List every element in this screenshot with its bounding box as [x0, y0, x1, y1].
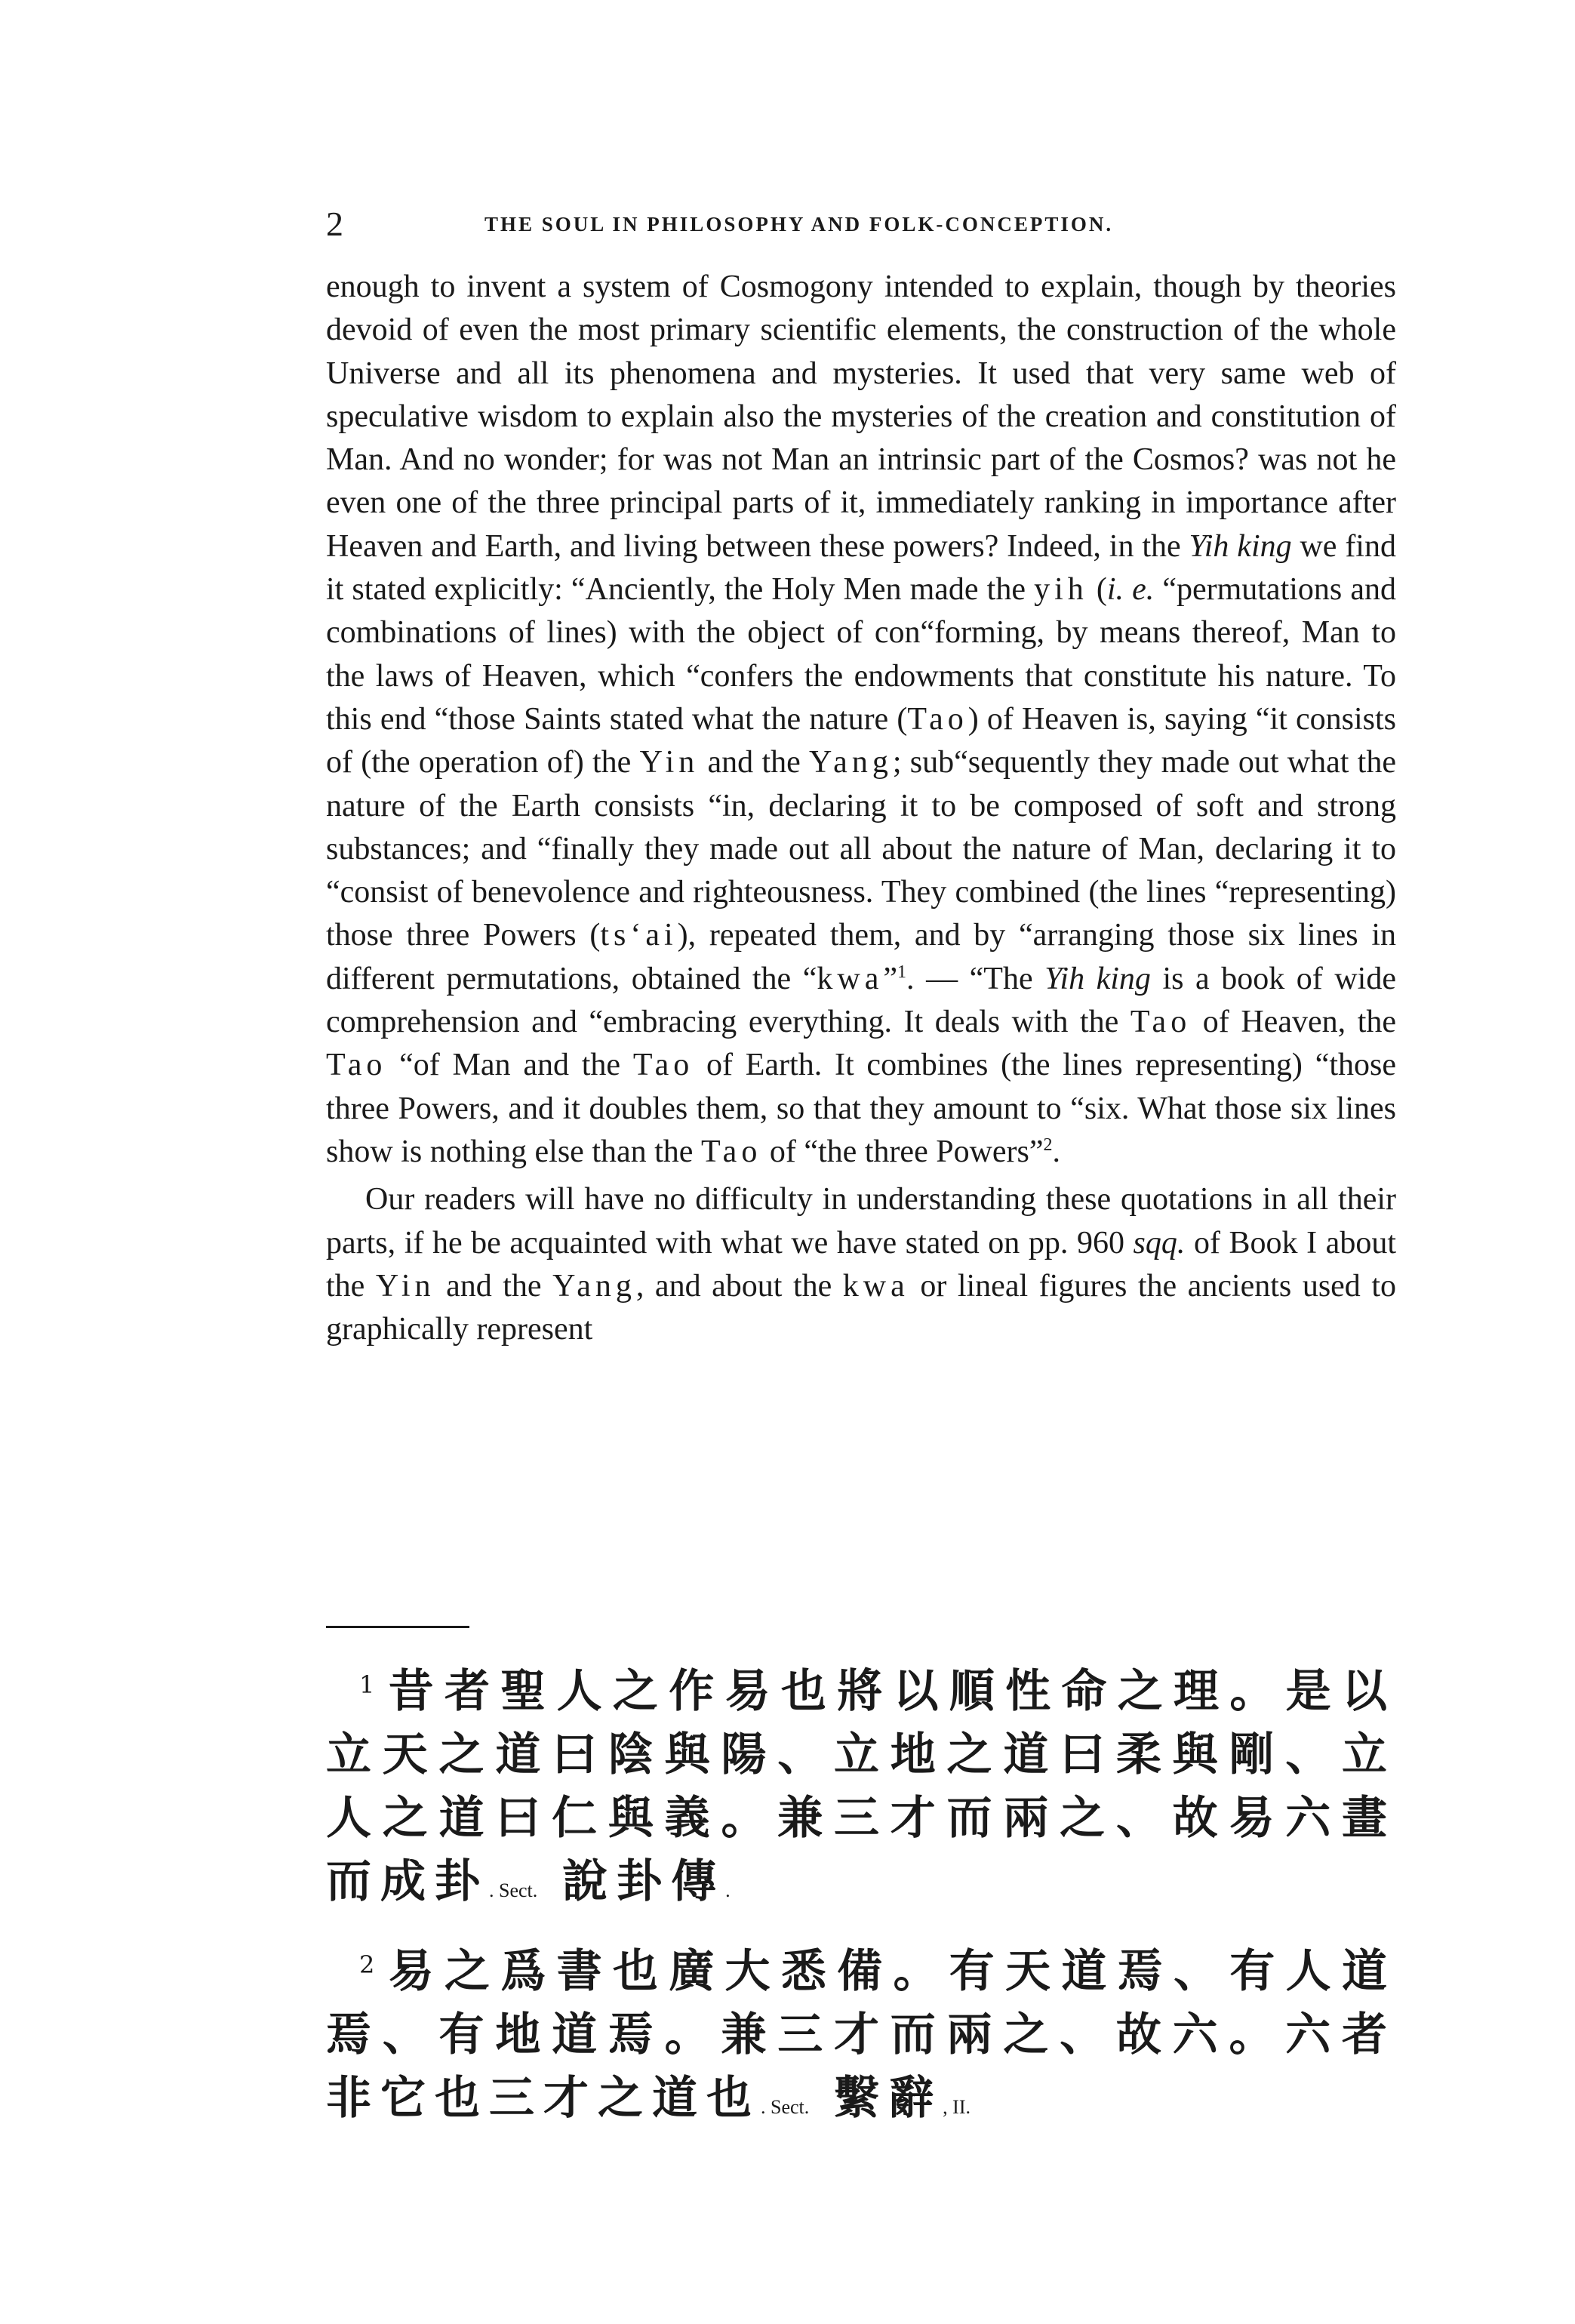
text-run: is a book of wide comprehension and “embracing everything. It deals with the	[326, 961, 1396, 1040]
text-run: ”	[883, 961, 898, 996]
text-run: .	[1052, 1134, 1061, 1169]
footnote-end: .	[725, 1879, 731, 1901]
text-run: of Book I about the	[326, 1225, 1396, 1304]
running-title: THE SOUL IN PHILOSOPHY AND FOLK-CONCEPTION.	[484, 213, 1114, 235]
spaced-term: kwa	[817, 961, 884, 996]
footnote-end: , II.	[943, 2096, 971, 2118]
spaced-term: kwa	[842, 1268, 909, 1304]
paragraph-1	[326, 266, 1396, 1174]
footnote-sect-label: . Sect.	[761, 2096, 810, 2118]
running-head	[326, 204, 1396, 249]
footnote-1	[326, 1653, 1396, 1922]
footnote-ref-2[interactable]: 2	[1043, 1134, 1053, 1155]
text-run: of Heaven, the	[1191, 1005, 1396, 1040]
text-run: , and about the	[635, 1268, 843, 1304]
italic-abbrev: sqq.	[1133, 1225, 1186, 1261]
footnote-source: 繫辭	[834, 2072, 943, 2125]
text-run: of “the three Powers”	[761, 1134, 1044, 1169]
text-run: “of Man and the	[386, 1048, 633, 1083]
text-run: (	[1087, 572, 1107, 608]
text-run: ), repeated them, and by “arranging those six lines in different permutations, obtained the “	[326, 918, 1396, 996]
footnote-chinese-text: 易之爲書也廣大悉備。有天道焉、有人道焉、有地道焉。兼三才而兩之、故六。六者非它也三才之道也	[326, 1945, 1396, 2125]
text-run: and the	[699, 745, 810, 780]
spaced-term: Yang	[809, 745, 893, 780]
footnote-number: 2	[359, 1950, 375, 1979]
body-text	[326, 266, 1396, 1351]
page-number: 2	[326, 205, 343, 243]
text-run: of Earth. It combines (the lines representing) “those three Powers, and it doubles them, so that they amount to “six. What those six lines show is nothing else than the	[326, 1048, 1396, 1169]
text-run: ) of Heaven is, saying “it consists of (the operation of) the	[326, 701, 1396, 780]
footnotes	[326, 1653, 1396, 2150]
spaced-term: Tao	[326, 1048, 387, 1083]
italic-abbrev: i. e.	[1106, 572, 1155, 608]
paragraph-2	[326, 1178, 1396, 1351]
footnote-chinese-text: 昔者聖人之作易也將以順性命之理。是以立天之道曰陰與陽、立地之道曰柔與剛、立人之道曰仁與義。兼三才而兩之、故易六畫而成卦	[326, 1665, 1396, 1908]
footnote-ref-1[interactable]: 1	[897, 962, 907, 982]
footnote-sect-label: . Sect.	[489, 1879, 538, 1901]
footnote-divider	[326, 1626, 469, 1628]
text-run: “permutations and combinations of lines) with the object of con“forming, by means thereof, Man to the laws of Heaven, which “confers the endowments that constitute his nature. To this end “those Saints stated what the nature (	[326, 572, 1396, 737]
spaced-term: Yin	[375, 1268, 435, 1304]
text-run: and the	[435, 1268, 553, 1304]
footnote-number: 1	[359, 1670, 375, 1699]
spaced-term: Yang	[552, 1268, 636, 1304]
spaced-term: Tao	[632, 1048, 694, 1083]
spaced-term: Tao	[1130, 1005, 1192, 1040]
text-run: enough to invent a system of Cosmogony intended to explain, though by theories devoid of even the most primary scientific elements, the construction of the whole Universe and all its phenomena and mysteries. It used that very same web of speculative wisdom to explain also the mysteries of the creation and constitution of Man. And no wonder; for was not Man an intrinsic part of the Cosmos? was not he even one of the three principal parts of it, immediately ranking in importance after Heaven and Earth, and living between these powers? Indeed, in the	[326, 269, 1396, 564]
spaced-term: Tao	[907, 701, 968, 737]
footnote-2	[326, 1933, 1396, 2139]
italic-title: Yih king	[1189, 528, 1292, 564]
text-run: ; sub“sequently they made out what the nature of the Earth consists “in, declaring it to be composed of soft and strong substances; and “finally they made out all about the nature of Man, declaring it to “consist of benevolence and righteousness. They combined (the lines “representing) those three Powers (	[326, 745, 1396, 953]
text-run: or lineal figures the ancients used to graphically represent	[326, 1268, 1397, 1347]
text-run: we find it stated explicitly: “Anciently, the Holy Men made the	[326, 528, 1396, 608]
spaced-term: yih	[1034, 572, 1088, 608]
spaced-term: Tao	[700, 1134, 762, 1169]
text-run: . — “The	[906, 961, 1045, 996]
spaced-term: Yin	[639, 745, 700, 780]
italic-title: Yih king	[1044, 961, 1151, 996]
text-run: Our readers will have no difficulty in understanding these quotations in all their parts, if he be acquainted with what we have stated on pp. 960	[326, 1182, 1396, 1261]
spaced-term: ts‘ai	[600, 918, 678, 953]
footnote-source: 說卦傳	[562, 1855, 726, 1908]
